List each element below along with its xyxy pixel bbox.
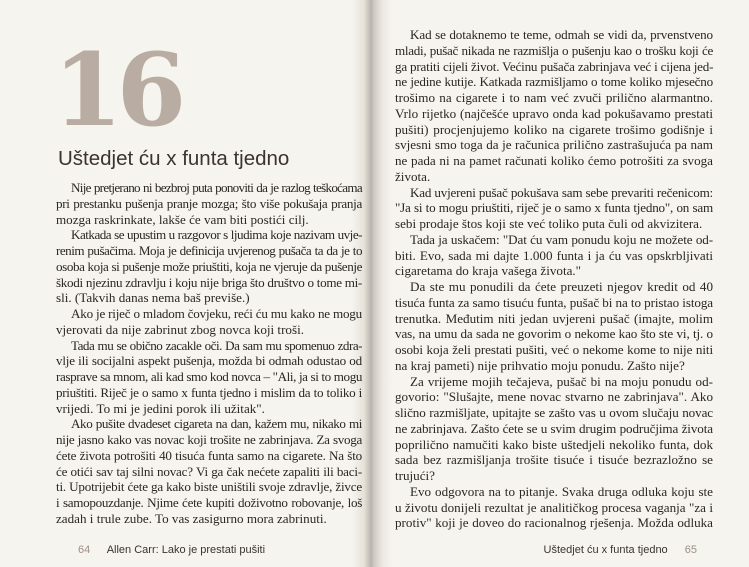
text-line: života. <box>395 168 431 184</box>
text-line: "Ja si to mogu priuštiti, riječ je o samo x funta tjedno", on sam <box>395 200 713 216</box>
text-line: sada bez razmišljanja trošite tisuće i tisuće bezrazložno se <box>395 452 713 468</box>
running-head: Uštedjet ću x funta tjedno <box>543 544 668 556</box>
text-line: Evo odgovora na to pitanje. Svaka druga odluka koju ste <box>410 483 713 499</box>
page-number: 64 <box>78 544 91 556</box>
text-line: vlje ili socijalni aspekt pušenja, možda bi odmah odustao od <box>56 353 362 369</box>
running-head: Allen Carr: Lako je prestati pušiti <box>106 544 266 556</box>
left-page-body <box>56 180 362 527</box>
text-line: trošimo na cigarete i to nam već zvuči prilično alarmantno. <box>395 90 713 105</box>
text-line: Da ste mu ponudili da ćete preuzeti njegov kredit od 40 <box>410 279 713 294</box>
paragraph <box>56 416 362 526</box>
text-line: škodi njezinu zdravlju i koju nije briga što društvo o tome mi- <box>56 274 362 290</box>
text-line: Kad se dotaknemo te teme, odmah se vidi da, prvenstveno <box>410 27 713 42</box>
left-page <box>0 0 370 567</box>
text-line: ga pratiti cijeli život. Većinu pušača zabrinjava već i cijena jed- <box>395 58 714 74</box>
text-line: i samopouzdanje. Njime ćete kupiti doživotno robovanje, loš <box>56 495 362 510</box>
text-line: Ako je riječ o mladom čovjeku, reći ću mu kako ne mogu <box>71 306 362 321</box>
text-line: mladi, pušač nikada ne razmišlja o pušenju kao o trošku koji će <box>395 42 713 58</box>
right-page <box>380 0 749 567</box>
text-line: renim pušačima. Moja je definicija uvjerenog pušača ta da je to <box>56 243 362 258</box>
text-line: ćete života potrošiti 40 tisuća funta samo na cigarete. Na što <box>56 447 362 463</box>
text-line: osoba koja si pušenje može priuštiti, koja ne vjeruje da pušenje <box>56 258 362 274</box>
paragraph <box>56 180 362 227</box>
text-line: Vrlo rijetko (najčešće upravo onda kad pokušavamo prestati <box>395 105 713 121</box>
paragraph <box>395 185 713 232</box>
text-line: cigaretama do kraja vašega života." <box>395 263 582 279</box>
text-line: pušiti) procjenjujemo koliko na cigarete trošimo godišnje i <box>395 121 713 137</box>
text-line: trenutka. Međutim niti jedan uvjereni pušač (imajte, molim <box>395 310 713 326</box>
text-line: slično razmišljate, upitajte se zašto vas u ovom slučaju novac <box>395 405 713 420</box>
text-line: ti. Upotrijebit ćete ga kako biste uništili svoje zdravlje, živce <box>56 479 362 495</box>
text-line: biti. Evo, sada mi dajte 1.000 funta i ja ću vas opskrbljivati <box>395 247 713 263</box>
text-line: pri prestanku pušenja pranje mozga; što više pokušaja pranja <box>56 195 362 211</box>
paragraph <box>395 374 713 484</box>
text-line: će otići sav taj silni novac? Vi ga čak nećete zapaliti ili baci- <box>56 463 362 479</box>
paragraph <box>56 306 362 338</box>
right-page-footer <box>544 544 711 556</box>
text-line: u životu donijeli rezultat je analitičkog procesa vaganja "za i <box>395 499 713 515</box>
text-line: ne pada ni na pamet računati koliko ćemo potrošiti za svoga <box>395 153 713 168</box>
text-line: govorio: "Slušajte, mene novac stvarno ne zabrinjava". Ako <box>395 389 713 405</box>
text-line: svjesni smo toga da je računica prilično zastrašujuća pa nam <box>395 137 713 153</box>
text-line: Ako pušite dvadeset cigareta na dan, kažem mu, nikako mi <box>71 416 362 432</box>
text-line: sebi prodaje štos koji ste već toliko puta čuli od akvizitera. <box>395 216 703 231</box>
text-line: trujući? <box>395 468 435 483</box>
paragraph <box>395 484 713 531</box>
text-line: mozga raskrinkate, lakše će vam biti postići cilj. <box>56 211 309 227</box>
text-line: Kad uvjereni pušač pokušava sam sebe prevariti rečenicom: <box>410 184 713 200</box>
text-line: osobi koja želi prestati pušiti, već o nekome kome to nije niti <box>395 342 713 357</box>
left-page-footer <box>64 544 265 556</box>
page-number: 65 <box>684 544 697 556</box>
paragraph <box>395 27 713 185</box>
text-line: Tada ja uskačem: "Dat ću vam ponudu koju ne možete od- <box>410 231 713 247</box>
text-line: sli. (Takvih danas nema baš previše.) <box>56 290 250 306</box>
paragraph <box>395 232 713 279</box>
text-line: ne zabrinjava. Zašto ćete se u svim drugim područjima života <box>395 420 713 436</box>
text-line: tisuća funta za samo tisuću funta, pušač bi na to pristao istoga <box>395 294 713 310</box>
text-line: rasprave sa mnom, ali kad smo kod novca – "Ali, ja si to mogu <box>56 369 362 384</box>
text-line: vrijedi. To mi je jedini porok ili užitak". <box>56 400 265 416</box>
text-line: vas, na umu da sada ne govorim o nekome kao što ste vi, tj. o <box>395 326 713 342</box>
text-line: na kraj pameti) nije prihvatio moju ponudu. Zašto nije? <box>395 357 685 373</box>
text-line: Za vrijeme mojih tečajeva, pušač bi na moju ponudu od- <box>410 373 713 389</box>
text-line: protiv" koji je doveo do racionalnog rješenja. Možda odluka <box>395 515 713 531</box>
text-line: vjerovati da nije zabrinut zbog novca koji troši. <box>56 321 304 337</box>
text-line: priuštiti. Riječ je o samo x funta tjedno i mislim da to toliko i <box>56 384 362 400</box>
paragraph <box>56 338 362 417</box>
text-line: Nije pretjerano ni bezbroj puta ponoviti da je razlog teškoćama <box>71 180 362 195</box>
chapter-number: 16 <box>53 31 181 149</box>
text-line: zadah i trule zube. To vas zasigurno mora zabrinuti. <box>56 510 327 526</box>
right-page-body <box>395 27 713 531</box>
paragraph <box>395 279 713 374</box>
chapter-title: Uštedjet ću x funta tjedno <box>58 147 290 170</box>
text-line: Katkada se upustim u razgovor s ljudima koje nazivam uvje- <box>71 227 362 243</box>
text-line: poprilično namučiti kako biste uštedjeli nekoliko funta, dok <box>395 436 713 452</box>
text-line: ne jedine kutije. Katkada razmišljamo o tome koliko mjesečno <box>395 74 713 90</box>
paragraph <box>56 227 362 306</box>
text-line: Tada mu se obično zacakle oči. Da sam mu spomenuo zdra- <box>71 337 362 353</box>
text-line: nije jasno kako vas novac koji trošite ne zabrinjava. Za svoga <box>56 432 362 447</box>
